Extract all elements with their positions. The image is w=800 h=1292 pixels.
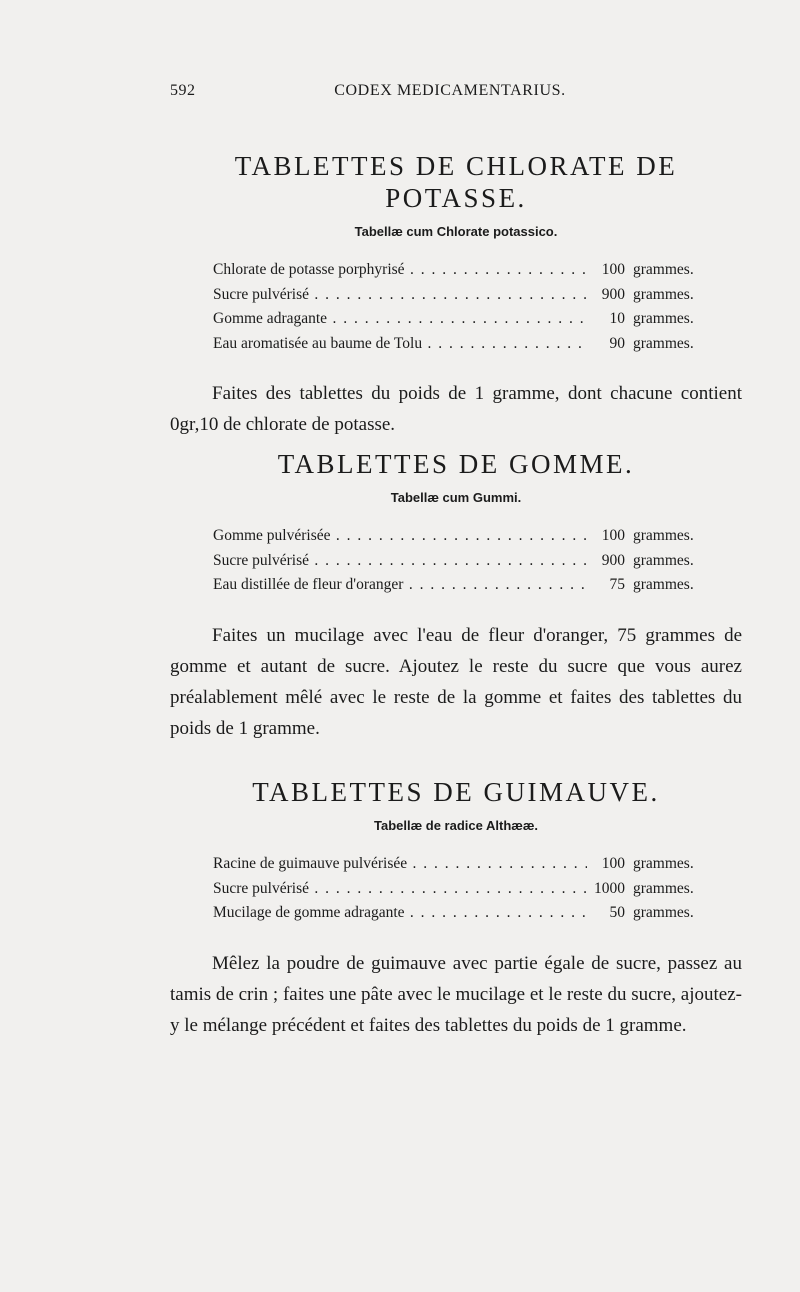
ingredient-row: [213, 877, 713, 902]
ingredient-name: Eau distillée de fleur d'oranger . . .: [213, 573, 587, 598]
ingredient-unit: grammes.: [633, 334, 694, 352]
ingredient-name: Gomme adragante . . .: [213, 307, 587, 332]
ingredient-name: Sucre pulvérisé . . .: [213, 549, 587, 574]
instructions-paragraph: Mêlez la poudre de guimauve avec partie égale de sucre, passez au tamis de crin ; faites une pâte avec le mucilage et le reste du sucre, ajoutez-y le mélange précédent et faites des tablettes du poids de 1 gramme.: [170, 952, 742, 1036]
ingredient-name: Sucre pulvérisé . . .: [213, 283, 587, 308]
ingredient-row: [213, 332, 713, 357]
ingredient-quantity: 100: [587, 852, 625, 877]
ingredient-quantity: 10: [587, 307, 625, 332]
ingredient-unit: grammes.: [633, 551, 694, 569]
ingredient-name: Racine de guimauve pulvérisée . . .: [213, 852, 587, 877]
ingredient-list: [213, 852, 713, 926]
ingredient-unit: grammes.: [633, 855, 694, 872]
ingredient-list: [213, 524, 713, 598]
ingredient-row: [213, 258, 713, 283]
section-guimauve: [170, 776, 742, 1041]
ingredient-row: [213, 283, 713, 308]
ingredient-quantity: 900: [587, 549, 625, 574]
ingredient-unit: grammes.: [633, 285, 694, 303]
ingredient-row: [213, 524, 713, 549]
section-gomme: [170, 448, 742, 744]
ingredient-quantity: 1000: [587, 877, 625, 902]
section-subtitle: Tabellæ cum Chlorate potassico.: [354, 224, 558, 239]
instructions-paragraph: Faites des tablettes du poids de 1 gramme, dont chacune contient 0gr,10 de chlorate de potasse.: [170, 383, 742, 435]
ingredient-quantity: 75: [587, 573, 625, 598]
section-title: TABLETTES DE CHLORATE DE POTASSE.: [234, 151, 678, 213]
ingredient-row: [213, 573, 713, 598]
instructions-paragraph: Faites un mucilage avec l'eau de fleur d'oranger, 75 grammes de gomme et autant de sucre. Ajoutez le reste du sucre que vous aurez préalablement mêlé avec le reste de la gomme et faites des tablettes du poids de 1 gramme.: [170, 624, 742, 739]
ingredient-unit: grammes.: [633, 879, 694, 897]
running-head: [170, 82, 730, 106]
ingredient-row: [213, 901, 713, 926]
ingredient-quantity: 900: [587, 283, 625, 308]
ingredient-quantity: 100: [587, 524, 625, 549]
ingredient-name: Eau aromatisée au baume de Tolu . . .: [213, 332, 587, 357]
ingredient-unit: grammes.: [633, 261, 694, 278]
ingredient-unit: grammes.: [633, 310, 694, 327]
section-title: TABLETTES DE GUIMAUVE.: [252, 777, 660, 807]
ingredient-unit: grammes.: [633, 576, 694, 593]
ingredient-name: Sucre pulvérisé . . .: [213, 877, 587, 902]
ingredient-row: [213, 307, 713, 332]
ingredient-unit: grammes.: [633, 527, 694, 544]
ingredient-quantity: 100: [587, 258, 625, 283]
ingredient-name: Gomme pulvérisée . . .: [213, 524, 587, 549]
section-subtitle: Tabellæ cum Gummi.: [390, 490, 522, 505]
running-title: CODEX MEDICAMENTARIUS.: [334, 82, 566, 99]
ingredient-row: [213, 852, 713, 877]
page-number: 592: [170, 82, 196, 99]
ingredient-row: [213, 549, 713, 574]
section-subtitle: Tabellæ de radice Althææ.: [374, 818, 538, 833]
ingredient-name: Mucilage de gomme adragante . . .: [213, 901, 587, 926]
ingredient-name: Chlorate de potasse porphyrisé . . .: [213, 258, 587, 283]
ingredient-list: [213, 258, 713, 356]
section-chlorate-de-potasse: [170, 150, 742, 440]
ingredient-quantity: 90: [587, 332, 625, 357]
section-title: TABLETTES DE GOMME.: [277, 449, 635, 479]
ingredient-unit: grammes.: [633, 904, 694, 921]
ingredient-quantity: 50: [587, 901, 625, 926]
